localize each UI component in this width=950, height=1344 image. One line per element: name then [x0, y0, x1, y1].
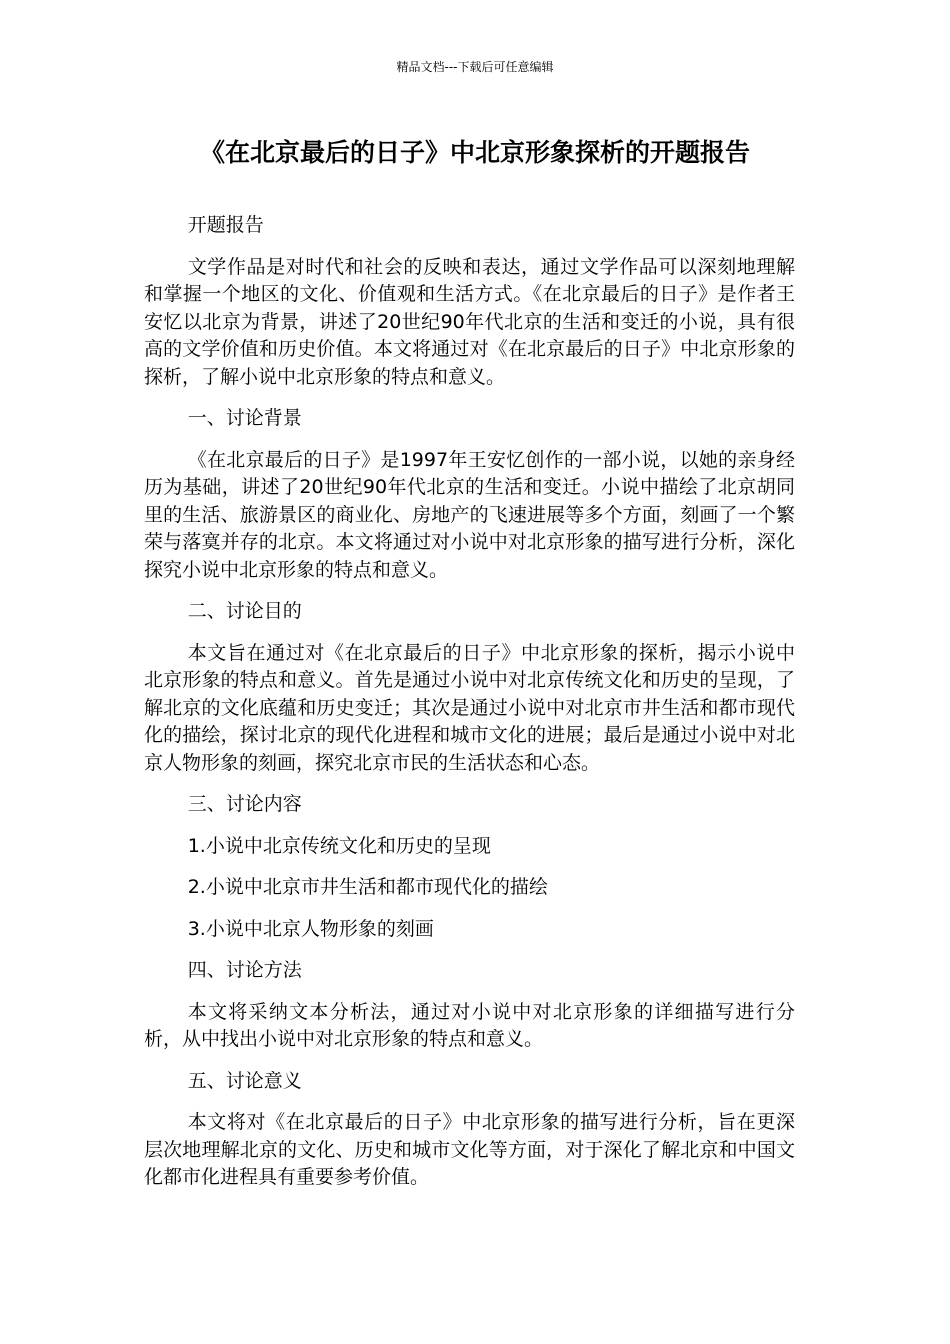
- list-item: 2.小说中北京市井生活和都市现代化的描绘: [187, 876, 548, 898]
- section-heading: 三、讨论内容: [187, 793, 302, 815]
- section-heading: 开题报告: [187, 214, 264, 236]
- paragraph: 《在北京最后的日子》是1997年王安忆创作的一部小说，以她的亲身经历为基础，讲述了20世纪90年代北京的生活和变迁。小说中描绘了北京胡同里的生活、旅游景区的商业化、房地产的飞速进展等多个方面，刻画了一个繁荣与落寞并存的北京。本文将通过对小说中对北京形象的描写进行分析，深化探究小说中北京形象的特点和意义。: [144, 448, 795, 581]
- section-heading: 五、讨论意义: [187, 1069, 302, 1092]
- section-heading: 四、讨论方法: [187, 959, 302, 981]
- document-body: [144, 212, 795, 1206]
- list-item: 1.小说中北京传统文化和历史的呈现: [187, 834, 491, 857]
- document-title: 《在北京最后的日子》中北京形象探析的开题报告: [199, 138, 750, 167]
- paragraph: 文学作品是对时代和社会的反映和表达，通过文学作品可以深刻地理解和掌握一个地区的文化、价值观和生活方式。《在北京最后的日子》是作者王安忆以北京为背景，讲述了20世纪90年代北京的生活和变迁的小说，具有很高的文学价值和历史价值。本文将通过对《在北京最后的日子》中北京形象的探析，了解小说中北京形象的特点和意义。: [144, 255, 795, 388]
- section-heading: 一、讨论背景: [187, 407, 302, 429]
- header-note: 精品文档---下载后可任意编辑: [396, 60, 554, 74]
- paragraph: 本文旨在通过对《在北京最后的日子》中北京形象的探析，揭示小说中北京形象的特点和意义。首先是通过小说中对北京传统文化和历史的呈现，了解北京的文化底蕴和历史变迁；其次是通过小说中对北京市井生活和都市现代化的描绘，探讨北京的现代化进程和城市文化的进展；最后是通过小说中对北京人物形象的刻画，探究北京市民的生活状态和心态。: [144, 641, 795, 774]
- paragraph: 本文将采纳文本分析法，通过对小说中对北京形象的详细描写进行分析，从中找出小说中对北京形象的特点和意义。: [144, 1000, 795, 1050]
- paragraph: 本文将对《在北京最后的日子》中北京形象的描写进行分析，旨在更深层次地理解北京的文化、历史和城市文化等方面，对于深化了解北京和中国文化都市化进程具有重要参考价值。: [144, 1111, 795, 1188]
- section-heading: 二、讨论目的: [187, 600, 302, 622]
- list-item: 3.小说中北京人物形象的刻画: [187, 917, 434, 940]
